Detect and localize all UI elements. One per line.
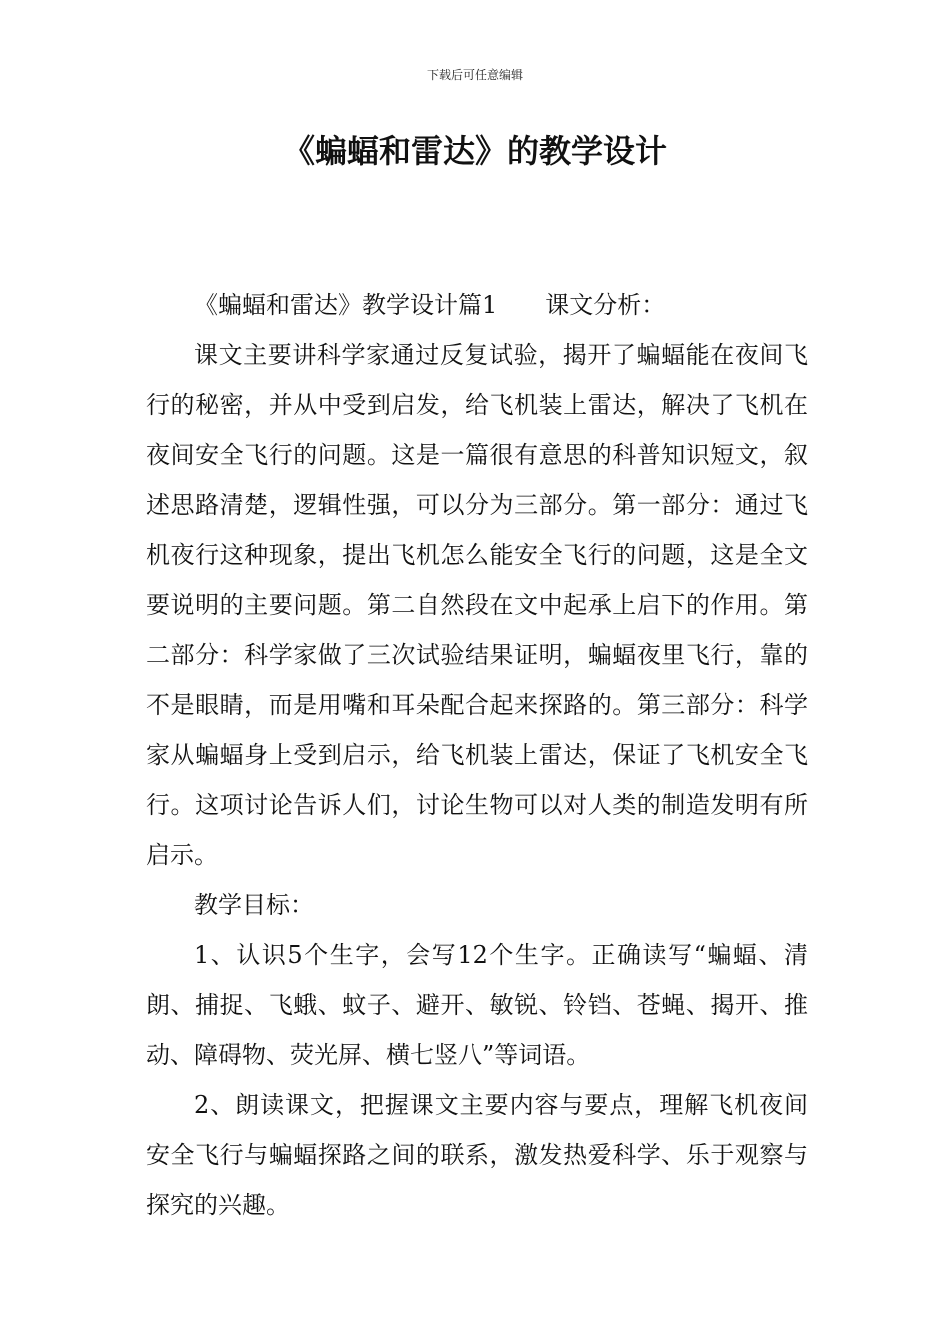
- paragraph-analysis: 课文主要讲科学家通过反复试验，揭开了蝙蝠能在夜间飞行的秘密，并从中受到启发，给飞机装上雷达，解决了飞机在夜间安全飞行的问题。这是一篇很有意思的科普知识短文，叙述思路清楚，逻辑性强，可以分为三部分。第一部分：通过飞机夜行这种现象，提出飞机怎么能安全飞行的问题，这是全文要说明的主要问题。第二自然段在文中起承上启下的作用。第二部分：科学家做了三次试验结果证明，蝙蝠夜里飞行，靠的不是眼睛，而是用嘴和耳朵配合起来探路的。第三部分：科学家从蝙蝠身上受到启示，给飞机装上雷达，保证了飞机安全飞行。这项讨论告诉人们，讨论生物可以对人类的制造发明有所启示。: [146, 341, 808, 869]
- document-title: 《蝙蝠和雷达》的教学设计: [282, 132, 667, 170]
- document-body: [146, 280, 808, 1230]
- paragraph-objective-2: 2、朗读课文，把握课文主要内容与要点，理解飞机夜间安全飞行与蝙蝠探路之间的联系，激发热爱科学、乐于观察与探究的兴趣。: [146, 1091, 808, 1219]
- paragraph-intro: 《蝙蝠和雷达》教学设计篇1 课文分析：: [194, 291, 666, 319]
- paragraph-objectives-heading: 教学目标：: [194, 891, 314, 919]
- paragraph-objective-1: 1、认识5个生字，会写12个生字。正确读写“蝙蝠、清朗、捕捉、飞蛾、蚊子、避开、敏锐、铃铛、苍蝇、揭开、推动、障碍物、荧光屏、横七竖八”等词语。: [146, 941, 808, 1069]
- header-note: 下载后可任意编辑: [426, 68, 523, 82]
